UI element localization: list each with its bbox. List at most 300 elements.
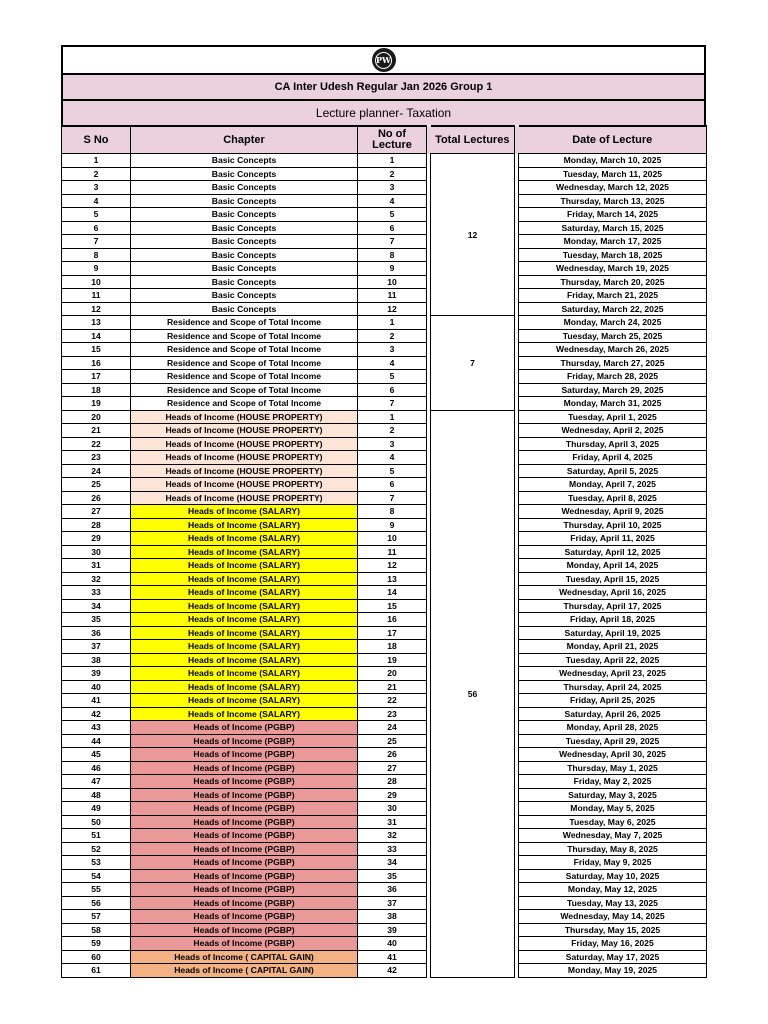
- row-gap: [427, 613, 431, 627]
- row-date: Saturday, April 5, 2025: [519, 464, 707, 478]
- table-body: [62, 154, 707, 978]
- row-lecture-no: 1: [358, 316, 427, 330]
- row-gap: [427, 356, 431, 370]
- row-gap: [427, 923, 431, 937]
- row-sno: 4: [62, 194, 131, 208]
- row-gap: [427, 883, 431, 897]
- table-row: [62, 194, 707, 208]
- table-row: [62, 667, 707, 681]
- row-lecture-no: 12: [358, 302, 427, 316]
- row-chapter: Heads of Income (PGBP): [131, 788, 358, 802]
- row-sno: 28: [62, 518, 131, 532]
- table-row: [62, 518, 707, 532]
- col-header-sno: S No: [62, 126, 131, 154]
- row-date: Friday, May 9, 2025: [519, 856, 707, 870]
- row-gap: [427, 721, 431, 735]
- row-lecture-no: 6: [358, 383, 427, 397]
- row-lecture-no: 9: [358, 262, 427, 276]
- row-sno: 13: [62, 316, 131, 330]
- row-sno: 6: [62, 221, 131, 235]
- row-lecture-no: 2: [358, 424, 427, 438]
- row-sno: 47: [62, 775, 131, 789]
- row-chapter: Heads of Income (SALARY): [131, 680, 358, 694]
- row-lecture-no: 3: [358, 437, 427, 451]
- row-chapter: Heads of Income (HOUSE PROPERTY): [131, 464, 358, 478]
- row-date: Friday, May 16, 2025: [519, 937, 707, 951]
- row-gap: [427, 680, 431, 694]
- row-gap: [427, 653, 431, 667]
- row-date: Monday, April 14, 2025: [519, 559, 707, 573]
- row-gap: [427, 856, 431, 870]
- row-sno: 34: [62, 599, 131, 613]
- row-chapter: Residence and Scope of Total Income: [131, 370, 358, 384]
- total-lectures-cell: 7: [431, 316, 515, 411]
- table-row: [62, 181, 707, 195]
- row-gap: [427, 262, 431, 276]
- row-date: Tuesday, April 22, 2025: [519, 653, 707, 667]
- row-chapter: Heads of Income (SALARY): [131, 694, 358, 708]
- table-row: [62, 221, 707, 235]
- row-chapter: Basic Concepts: [131, 154, 358, 168]
- row-gap: [427, 640, 431, 654]
- row-sno: 21: [62, 424, 131, 438]
- row-lecture-no: 27: [358, 761, 427, 775]
- table-row: [62, 734, 707, 748]
- row-date: Saturday, March 22, 2025: [519, 302, 707, 316]
- row-sno: 54: [62, 869, 131, 883]
- row-sno: 45: [62, 748, 131, 762]
- row-chapter: Residence and Scope of Total Income: [131, 329, 358, 343]
- row-sno: 56: [62, 896, 131, 910]
- row-gap: [427, 424, 431, 438]
- table-row: [62, 154, 707, 168]
- row-chapter: Heads of Income (SALARY): [131, 599, 358, 613]
- row-date: Thursday, March 27, 2025: [519, 356, 707, 370]
- row-date: Monday, May 12, 2025: [519, 883, 707, 897]
- row-date: Tuesday, March 18, 2025: [519, 248, 707, 262]
- row-lecture-no: 7: [358, 235, 427, 249]
- row-chapter: Residence and Scope of Total Income: [131, 343, 358, 357]
- row-lecture-no: 5: [358, 464, 427, 478]
- row-date: Wednesday, April 30, 2025: [519, 748, 707, 762]
- row-date: Monday, April 28, 2025: [519, 721, 707, 735]
- table-row: [62, 329, 707, 343]
- row-sno: 61: [62, 964, 131, 978]
- row-gap: [427, 572, 431, 586]
- table-row: [62, 559, 707, 573]
- row-gap: [427, 167, 431, 181]
- row-lecture-no: 16: [358, 613, 427, 627]
- row-chapter: Basic Concepts: [131, 289, 358, 303]
- row-date: Thursday, April 24, 2025: [519, 680, 707, 694]
- row-gap: [427, 734, 431, 748]
- row-chapter: Heads of Income (SALARY): [131, 667, 358, 681]
- row-date: Wednesday, May 14, 2025: [519, 910, 707, 924]
- row-chapter: Basic Concepts: [131, 235, 358, 249]
- row-lecture-no: 8: [358, 505, 427, 519]
- row-sno: 40: [62, 680, 131, 694]
- row-gap: [427, 451, 431, 465]
- table-row: [62, 572, 707, 586]
- row-lecture-no: 3: [358, 343, 427, 357]
- table-row: [62, 680, 707, 694]
- row-lecture-no: 4: [358, 194, 427, 208]
- row-lecture-no: 41: [358, 950, 427, 964]
- row-gap: [427, 505, 431, 519]
- table-row: [62, 815, 707, 829]
- row-chapter: Basic Concepts: [131, 194, 358, 208]
- logo-row: [61, 45, 706, 73]
- row-date: Wednesday, March 19, 2025: [519, 262, 707, 276]
- row-sno: 32: [62, 572, 131, 586]
- row-lecture-no: 5: [358, 208, 427, 222]
- row-sno: 17: [62, 370, 131, 384]
- table-row: [62, 451, 707, 465]
- row-sno: 16: [62, 356, 131, 370]
- table-row: [62, 599, 707, 613]
- row-chapter: Heads of Income (PGBP): [131, 883, 358, 897]
- row-gap: [427, 343, 431, 357]
- row-chapter: Heads of Income (PGBP): [131, 842, 358, 856]
- row-sno: 38: [62, 653, 131, 667]
- row-chapter: Heads of Income (PGBP): [131, 802, 358, 816]
- row-gap: [427, 842, 431, 856]
- row-chapter: Heads of Income (PGBP): [131, 869, 358, 883]
- row-sno: 42: [62, 707, 131, 721]
- col-header-chapter: Chapter: [131, 126, 358, 154]
- row-date: Monday, March 10, 2025: [519, 154, 707, 168]
- row-chapter: Heads of Income (SALARY): [131, 532, 358, 546]
- row-gap: [427, 221, 431, 235]
- row-date: Friday, March 21, 2025: [519, 289, 707, 303]
- row-chapter: Heads of Income (HOUSE PROPERTY): [131, 437, 358, 451]
- row-lecture-no: 7: [358, 491, 427, 505]
- row-sno: 57: [62, 910, 131, 924]
- row-gap: [427, 667, 431, 681]
- row-chapter: Heads of Income (SALARY): [131, 518, 358, 532]
- row-sno: 26: [62, 491, 131, 505]
- row-date: Saturday, May 17, 2025: [519, 950, 707, 964]
- row-gap: [427, 896, 431, 910]
- row-sno: 48: [62, 788, 131, 802]
- row-sno: 43: [62, 721, 131, 735]
- row-lecture-no: 36: [358, 883, 427, 897]
- row-sno: 52: [62, 842, 131, 856]
- row-gap: [427, 950, 431, 964]
- row-date: Saturday, March 15, 2025: [519, 221, 707, 235]
- row-sno: 44: [62, 734, 131, 748]
- row-lecture-no: 24: [358, 721, 427, 735]
- row-date: Thursday, April 3, 2025: [519, 437, 707, 451]
- row-date: Monday, April 7, 2025: [519, 478, 707, 492]
- row-lecture-no: 14: [358, 586, 427, 600]
- col-header-lecture-no: No of Lecture: [358, 126, 427, 154]
- row-lecture-no: 31: [358, 815, 427, 829]
- table-row: [62, 964, 707, 978]
- row-lecture-no: 37: [358, 896, 427, 910]
- row-date: Friday, March 14, 2025: [519, 208, 707, 222]
- row-gap: [427, 383, 431, 397]
- row-lecture-no: 11: [358, 289, 427, 303]
- row-gap: [427, 289, 431, 303]
- table-row: [62, 923, 707, 937]
- pw-logo-text: PW: [375, 52, 392, 69]
- row-sno: 24: [62, 464, 131, 478]
- row-lecture-no: 4: [358, 356, 427, 370]
- row-date: Tuesday, March 11, 2025: [519, 167, 707, 181]
- row-gap: [427, 329, 431, 343]
- row-gap: [427, 626, 431, 640]
- row-sno: 35: [62, 613, 131, 627]
- row-lecture-no: 1: [358, 154, 427, 168]
- row-date: Saturday, May 10, 2025: [519, 869, 707, 883]
- table-row: [62, 721, 707, 735]
- table-row: [62, 397, 707, 411]
- row-gap: [427, 815, 431, 829]
- row-gap: [427, 235, 431, 249]
- row-chapter: Heads of Income (PGBP): [131, 748, 358, 762]
- row-chapter: Heads of Income (PGBP): [131, 856, 358, 870]
- row-chapter: Heads of Income (SALARY): [131, 626, 358, 640]
- row-gap: [427, 586, 431, 600]
- row-lecture-no: 7: [358, 397, 427, 411]
- row-gap: [427, 748, 431, 762]
- row-sno: 51: [62, 829, 131, 843]
- row-sno: 23: [62, 451, 131, 465]
- row-lecture-no: 33: [358, 842, 427, 856]
- row-gap: [427, 397, 431, 411]
- row-chapter: Heads of Income (PGBP): [131, 937, 358, 951]
- row-date: Tuesday, May 6, 2025: [519, 815, 707, 829]
- table-row: [62, 748, 707, 762]
- row-sno: 8: [62, 248, 131, 262]
- table-row: [62, 950, 707, 964]
- row-date: Monday, April 21, 2025: [519, 640, 707, 654]
- table-row: [62, 383, 707, 397]
- row-chapter: Heads of Income (SALARY): [131, 505, 358, 519]
- row-sno: 15: [62, 343, 131, 357]
- row-gap: [427, 599, 431, 613]
- row-chapter: Heads of Income ( CAPITAL GAIN): [131, 950, 358, 964]
- row-date: Friday, April 25, 2025: [519, 694, 707, 708]
- table-row: [62, 883, 707, 897]
- row-sno: 55: [62, 883, 131, 897]
- row-lecture-no: 40: [358, 937, 427, 951]
- table-row: [62, 356, 707, 370]
- row-sno: 11: [62, 289, 131, 303]
- row-date: Wednesday, April 23, 2025: [519, 667, 707, 681]
- row-chapter: Basic Concepts: [131, 302, 358, 316]
- row-date: Thursday, April 17, 2025: [519, 599, 707, 613]
- row-chapter: Heads of Income (PGBP): [131, 815, 358, 829]
- row-lecture-no: 21: [358, 680, 427, 694]
- row-lecture-no: 15: [358, 599, 427, 613]
- row-sno: 33: [62, 586, 131, 600]
- row-gap: [427, 302, 431, 316]
- table-row: [62, 788, 707, 802]
- row-lecture-no: 1: [358, 410, 427, 424]
- row-date: Thursday, April 10, 2025: [519, 518, 707, 532]
- row-gap: [427, 802, 431, 816]
- row-chapter: Basic Concepts: [131, 221, 358, 235]
- row-date: Tuesday, May 13, 2025: [519, 896, 707, 910]
- row-date: Friday, April 18, 2025: [519, 613, 707, 627]
- table-header-row: [62, 126, 707, 154]
- row-chapter: Residence and Scope of Total Income: [131, 397, 358, 411]
- table-row: [62, 653, 707, 667]
- row-chapter: Basic Concepts: [131, 248, 358, 262]
- row-lecture-no: 4: [358, 451, 427, 465]
- row-lecture-no: 10: [358, 532, 427, 546]
- row-date: Wednesday, March 12, 2025: [519, 181, 707, 195]
- row-chapter: Heads of Income (HOUSE PROPERTY): [131, 478, 358, 492]
- table-row: [62, 761, 707, 775]
- row-date: Wednesday, April 2, 2025: [519, 424, 707, 438]
- table-row: [62, 248, 707, 262]
- row-chapter: Basic Concepts: [131, 275, 358, 289]
- table-row: [62, 775, 707, 789]
- row-sno: 3: [62, 181, 131, 195]
- lecture-planner-sheet: [61, 45, 706, 978]
- row-lecture-no: 20: [358, 667, 427, 681]
- row-gap: [427, 181, 431, 195]
- row-lecture-no: 3: [358, 181, 427, 195]
- table-row: [62, 370, 707, 384]
- row-gap: [427, 775, 431, 789]
- row-lecture-no: 25: [358, 734, 427, 748]
- row-sno: 50: [62, 815, 131, 829]
- row-date: Wednesday, March 26, 2025: [519, 343, 707, 357]
- row-date: Wednesday, April 16, 2025: [519, 586, 707, 600]
- row-gap: [427, 478, 431, 492]
- row-gap: [427, 194, 431, 208]
- table-row: [62, 532, 707, 546]
- row-date: Monday, March 17, 2025: [519, 235, 707, 249]
- row-date: Monday, March 31, 2025: [519, 397, 707, 411]
- row-lecture-no: 8: [358, 248, 427, 262]
- lecture-table: [61, 125, 707, 978]
- table-row: [62, 289, 707, 303]
- table-row: [62, 424, 707, 438]
- row-date: Friday, March 28, 2025: [519, 370, 707, 384]
- row-date: Wednesday, April 9, 2025: [519, 505, 707, 519]
- table-row: [62, 869, 707, 883]
- row-chapter: Heads of Income (HOUSE PROPERTY): [131, 424, 358, 438]
- row-gap: [427, 518, 431, 532]
- row-sno: 58: [62, 923, 131, 937]
- table-row: [62, 302, 707, 316]
- course-title: CA Inter Udesh Regular Jan 2026 Group 1: [61, 73, 706, 99]
- row-sno: 22: [62, 437, 131, 451]
- row-date: Saturday, April 12, 2025: [519, 545, 707, 559]
- row-sno: 20: [62, 410, 131, 424]
- row-date: Tuesday, April 8, 2025: [519, 491, 707, 505]
- table-row: [62, 896, 707, 910]
- table-row: [62, 707, 707, 721]
- row-date: Tuesday, April 15, 2025: [519, 572, 707, 586]
- row-lecture-no: 9: [358, 518, 427, 532]
- row-date: Friday, May 2, 2025: [519, 775, 707, 789]
- row-sno: 18: [62, 383, 131, 397]
- row-gap: [427, 275, 431, 289]
- row-date: Saturday, May 3, 2025: [519, 788, 707, 802]
- row-sno: 9: [62, 262, 131, 276]
- row-lecture-no: 35: [358, 869, 427, 883]
- row-chapter: Heads of Income ( CAPITAL GAIN): [131, 964, 358, 978]
- row-gap: [427, 707, 431, 721]
- table-row: [62, 410, 707, 424]
- row-lecture-no: 39: [358, 923, 427, 937]
- row-sno: 1: [62, 154, 131, 168]
- row-chapter: Basic Concepts: [131, 208, 358, 222]
- table-row: [62, 626, 707, 640]
- row-lecture-no: 30: [358, 802, 427, 816]
- row-sno: 25: [62, 478, 131, 492]
- row-date: Friday, April 4, 2025: [519, 451, 707, 465]
- row-lecture-no: 18: [358, 640, 427, 654]
- row-lecture-no: 2: [358, 329, 427, 343]
- row-gap: [427, 829, 431, 843]
- row-gap: [427, 937, 431, 951]
- row-date: Thursday, May 15, 2025: [519, 923, 707, 937]
- row-chapter: Heads of Income (HOUSE PROPERTY): [131, 410, 358, 424]
- table-row: [62, 910, 707, 924]
- row-gap: [427, 532, 431, 546]
- row-chapter: Heads of Income (PGBP): [131, 829, 358, 843]
- table-row: [62, 613, 707, 627]
- row-sno: 46: [62, 761, 131, 775]
- row-lecture-no: 6: [358, 221, 427, 235]
- row-date: Monday, March 24, 2025: [519, 316, 707, 330]
- row-lecture-no: 5: [358, 370, 427, 384]
- row-lecture-no: 28: [358, 775, 427, 789]
- row-date: Thursday, March 20, 2025: [519, 275, 707, 289]
- table-row: [62, 235, 707, 249]
- row-chapter: Heads of Income (PGBP): [131, 761, 358, 775]
- row-gap: [427, 869, 431, 883]
- row-lecture-no: 11: [358, 545, 427, 559]
- row-chapter: Heads of Income (SALARY): [131, 653, 358, 667]
- row-lecture-no: 13: [358, 572, 427, 586]
- row-chapter: Heads of Income (PGBP): [131, 775, 358, 789]
- table-row: [62, 343, 707, 357]
- row-date: Tuesday, April 1, 2025: [519, 410, 707, 424]
- table-row: [62, 802, 707, 816]
- row-sno: 60: [62, 950, 131, 964]
- total-lectures-cell: 12: [431, 154, 515, 316]
- row-lecture-no: 22: [358, 694, 427, 708]
- row-chapter: Heads of Income (PGBP): [131, 734, 358, 748]
- table-row: [62, 586, 707, 600]
- row-gap: [427, 910, 431, 924]
- row-date: Thursday, May 8, 2025: [519, 842, 707, 856]
- table-row: [62, 829, 707, 843]
- row-sno: 29: [62, 532, 131, 546]
- row-chapter: Residence and Scope of Total Income: [131, 356, 358, 370]
- row-date: Saturday, April 19, 2025: [519, 626, 707, 640]
- row-date: Tuesday, March 25, 2025: [519, 329, 707, 343]
- row-chapter: Heads of Income (SALARY): [131, 707, 358, 721]
- row-gap: [427, 491, 431, 505]
- row-gap: [427, 208, 431, 222]
- row-gap: [427, 964, 431, 978]
- row-lecture-no: 42: [358, 964, 427, 978]
- row-sno: 41: [62, 694, 131, 708]
- row-chapter: Heads of Income (SALARY): [131, 640, 358, 654]
- row-chapter: Heads of Income (PGBP): [131, 910, 358, 924]
- total-lectures-cell: 56: [431, 410, 515, 977]
- row-sno: 53: [62, 856, 131, 870]
